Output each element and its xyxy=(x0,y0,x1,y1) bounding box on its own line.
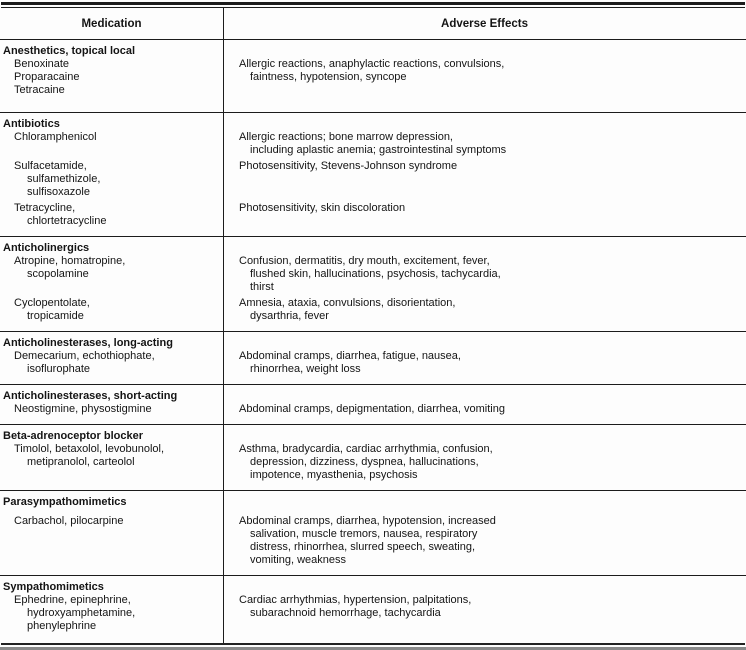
table-row xyxy=(0,281,746,294)
table-row xyxy=(0,131,746,144)
table-row xyxy=(0,363,746,376)
adverse-effects-cell xyxy=(223,173,746,186)
section-antibiotics xyxy=(0,113,746,236)
table-row xyxy=(0,430,746,443)
table-row xyxy=(0,297,746,310)
medication-cell: Timolol, betaxolol, levobunolol, xyxy=(14,443,165,455)
table-row xyxy=(0,58,746,71)
adverse-effects-cell: vomiting, weakness xyxy=(250,554,346,566)
section-anticholinergics xyxy=(0,237,746,331)
table-row xyxy=(0,456,746,469)
adverse-effects-cell: thirst xyxy=(250,281,274,293)
medication-cell xyxy=(0,144,223,157)
adverse-effects-cell: depression, dizziness, dyspnea, hallucinations, xyxy=(250,456,479,468)
adverse-effects-cell: Amnesia, ataxia, convulsions, disorientation, xyxy=(239,297,456,309)
medication-cell: sulfamethizole, xyxy=(27,173,101,185)
adverse-effects-cell: Photosensitivity, Stevens-Johnson syndrome xyxy=(239,160,458,172)
medication-cell xyxy=(0,281,223,294)
category-label: Beta-adrenoceptor blocker xyxy=(3,430,143,442)
adverse-effects-cell xyxy=(223,186,746,199)
table-row xyxy=(0,242,746,255)
medication-cell: scopolamine xyxy=(27,268,89,280)
adverse-effects-cell xyxy=(223,390,746,403)
table-row xyxy=(0,528,746,541)
adverse-effects-cell xyxy=(223,581,746,594)
medication-cell: Sulfacetamide, xyxy=(14,160,87,172)
medication-cell xyxy=(0,554,223,567)
table-row xyxy=(0,186,746,199)
adverse-effects-cell: Abdominal cramps, diarrhea, fatigue, nausea, xyxy=(239,350,461,362)
table-row xyxy=(0,337,746,350)
section-anesthetics-topical-local xyxy=(0,40,746,112)
adverse-effects-cell xyxy=(223,430,746,443)
table-row xyxy=(0,45,746,58)
section-anticholinesterases-long-acting xyxy=(0,332,746,384)
medication-cell: chlortetracycline xyxy=(27,215,107,227)
table-row xyxy=(0,268,746,281)
table-top-thick-rule xyxy=(1,2,745,5)
medication-cell: Demecarium, echothiophate, xyxy=(14,350,155,362)
table-row xyxy=(0,554,746,567)
adverse-effects-cell xyxy=(223,620,746,633)
medication-cell: Chloramphenicol xyxy=(14,131,97,143)
table-row xyxy=(0,469,746,482)
medication-cell: metipranolol, carteolol xyxy=(27,456,135,468)
category-label: Parasympathomimetics xyxy=(3,496,127,508)
adverse-effects-cell: Abdominal cramps, diarrhea, hypotension, increased xyxy=(239,515,496,527)
table-bottom-thin-rule xyxy=(1,643,745,645)
table-row xyxy=(0,581,746,594)
adverse-effects-cell: dysarthria, fever xyxy=(250,310,329,322)
medication-cell xyxy=(0,528,223,541)
category-label: Anticholinergics xyxy=(3,242,90,254)
table-row xyxy=(0,390,746,403)
column-header-adverse-effects: Adverse Effects xyxy=(441,17,528,30)
table-row xyxy=(0,443,746,456)
table-row xyxy=(0,350,746,363)
table-row xyxy=(0,310,746,323)
category-label: Antibiotics xyxy=(3,118,60,130)
section-anticholinesterases-short-acting xyxy=(0,385,746,424)
medication-cell: isoflurophate xyxy=(27,363,90,375)
medication-cell: Carbachol, pilocarpine xyxy=(14,515,124,527)
table-row xyxy=(0,71,746,84)
adverse-effects-cell: subarachnoid hemorrhage, tachycardia xyxy=(250,607,441,619)
adverse-effects-cell: Photosensitivity, skin discoloration xyxy=(239,202,406,214)
table-row xyxy=(0,144,746,157)
adverse-effects-cell xyxy=(223,496,746,509)
table-row xyxy=(0,160,746,173)
table-row xyxy=(0,496,746,509)
adverse-effects-cell: Cardiac arrhythmias, hypertension, palpitations, xyxy=(239,594,472,606)
table-row xyxy=(0,215,746,228)
section-sympathomimetics xyxy=(0,576,746,641)
table-body xyxy=(0,40,746,641)
medication-cell: Proparacaine xyxy=(14,71,80,83)
adverse-effects-cell xyxy=(223,242,746,255)
medication-cell xyxy=(0,541,223,554)
medication-cell xyxy=(0,469,223,482)
table-row xyxy=(0,118,746,131)
medication-cell: Tetracycline, xyxy=(14,202,76,214)
adverse-effects-cell xyxy=(223,84,746,97)
medication-cell: Benoxinate xyxy=(14,58,70,70)
adverse-effects-cell: faintness, hypotension, syncope xyxy=(250,71,407,83)
adverse-effects-cell: rhinorrhea, weight loss xyxy=(250,363,361,375)
adverse-effects-cell: Allergic reactions, anaphylactic reactions, convulsions, xyxy=(239,58,505,70)
medication-cell: Ephedrine, epinephrine, xyxy=(14,594,131,606)
table-header-row xyxy=(0,8,746,40)
adverse-effects-cell: Asthma, bradycardia, cardiac arrhythmia, confusion, xyxy=(239,443,493,455)
medication-cell: Neostigmine, physostigmine xyxy=(14,403,152,415)
table-row xyxy=(0,84,746,97)
adverse-effects-cell xyxy=(223,45,746,58)
medication-adverse-effects-table xyxy=(0,8,746,643)
table-row xyxy=(0,202,746,215)
adverse-effects-cell: salivation, muscle tremors, nausea, respiratory xyxy=(250,528,478,540)
medication-cell: Tetracaine xyxy=(14,84,65,96)
adverse-effects-cell: Abdominal cramps, depigmentation, diarrhea, vomiting xyxy=(239,403,505,415)
medication-cell: phenylephrine xyxy=(27,620,97,632)
adverse-effects-cell: flushed skin, hallucinations, psychosis, tachycardia, xyxy=(250,268,501,280)
adverse-effects-cell: Confusion, dermatitis, dry mouth, excitement, fever, xyxy=(239,255,490,267)
adverse-effects-cell xyxy=(223,118,746,131)
category-label: Anticholinesterases, long-acting xyxy=(3,337,173,349)
medication-cell: tropicamide xyxy=(27,310,84,322)
adverse-effects-cell: distress, rhinorrhea, slurred speech, sweating, xyxy=(250,541,475,553)
table-row xyxy=(0,607,746,620)
table-row xyxy=(0,255,746,268)
table-row xyxy=(0,620,746,633)
column-divider xyxy=(223,8,224,643)
category-label: Anticholinesterases, short-acting xyxy=(3,390,178,402)
category-label: Anesthetics, topical local xyxy=(3,45,136,57)
medication-cell: sulfisoxazole xyxy=(27,186,90,198)
medication-cell: Cyclopentolate, xyxy=(14,297,90,309)
section-parasympathomimetics xyxy=(0,491,746,575)
table-row xyxy=(0,403,746,416)
section-beta-adrenoceptor-blocker xyxy=(0,425,746,490)
medication-cell: hydroxyamphetamine, xyxy=(27,607,136,619)
adverse-effects-cell: including aplastic anemia; gastrointestinal symptoms xyxy=(250,144,507,156)
adverse-effects-cell xyxy=(223,215,746,228)
adverse-effects-cell: Allergic reactions; bone marrow depression, xyxy=(239,131,453,143)
adverse-effects-cell xyxy=(223,337,746,350)
table-row xyxy=(0,173,746,186)
table-row xyxy=(0,541,746,554)
column-header-medication: Medication xyxy=(81,17,142,30)
medication-cell: Atropine, homatropine, xyxy=(14,255,126,267)
category-label: Sympathomimetics xyxy=(3,581,104,593)
table-row xyxy=(0,515,746,528)
adverse-effects-cell: impotence, myasthenia, psychosis xyxy=(250,469,418,481)
table-row xyxy=(0,594,746,607)
